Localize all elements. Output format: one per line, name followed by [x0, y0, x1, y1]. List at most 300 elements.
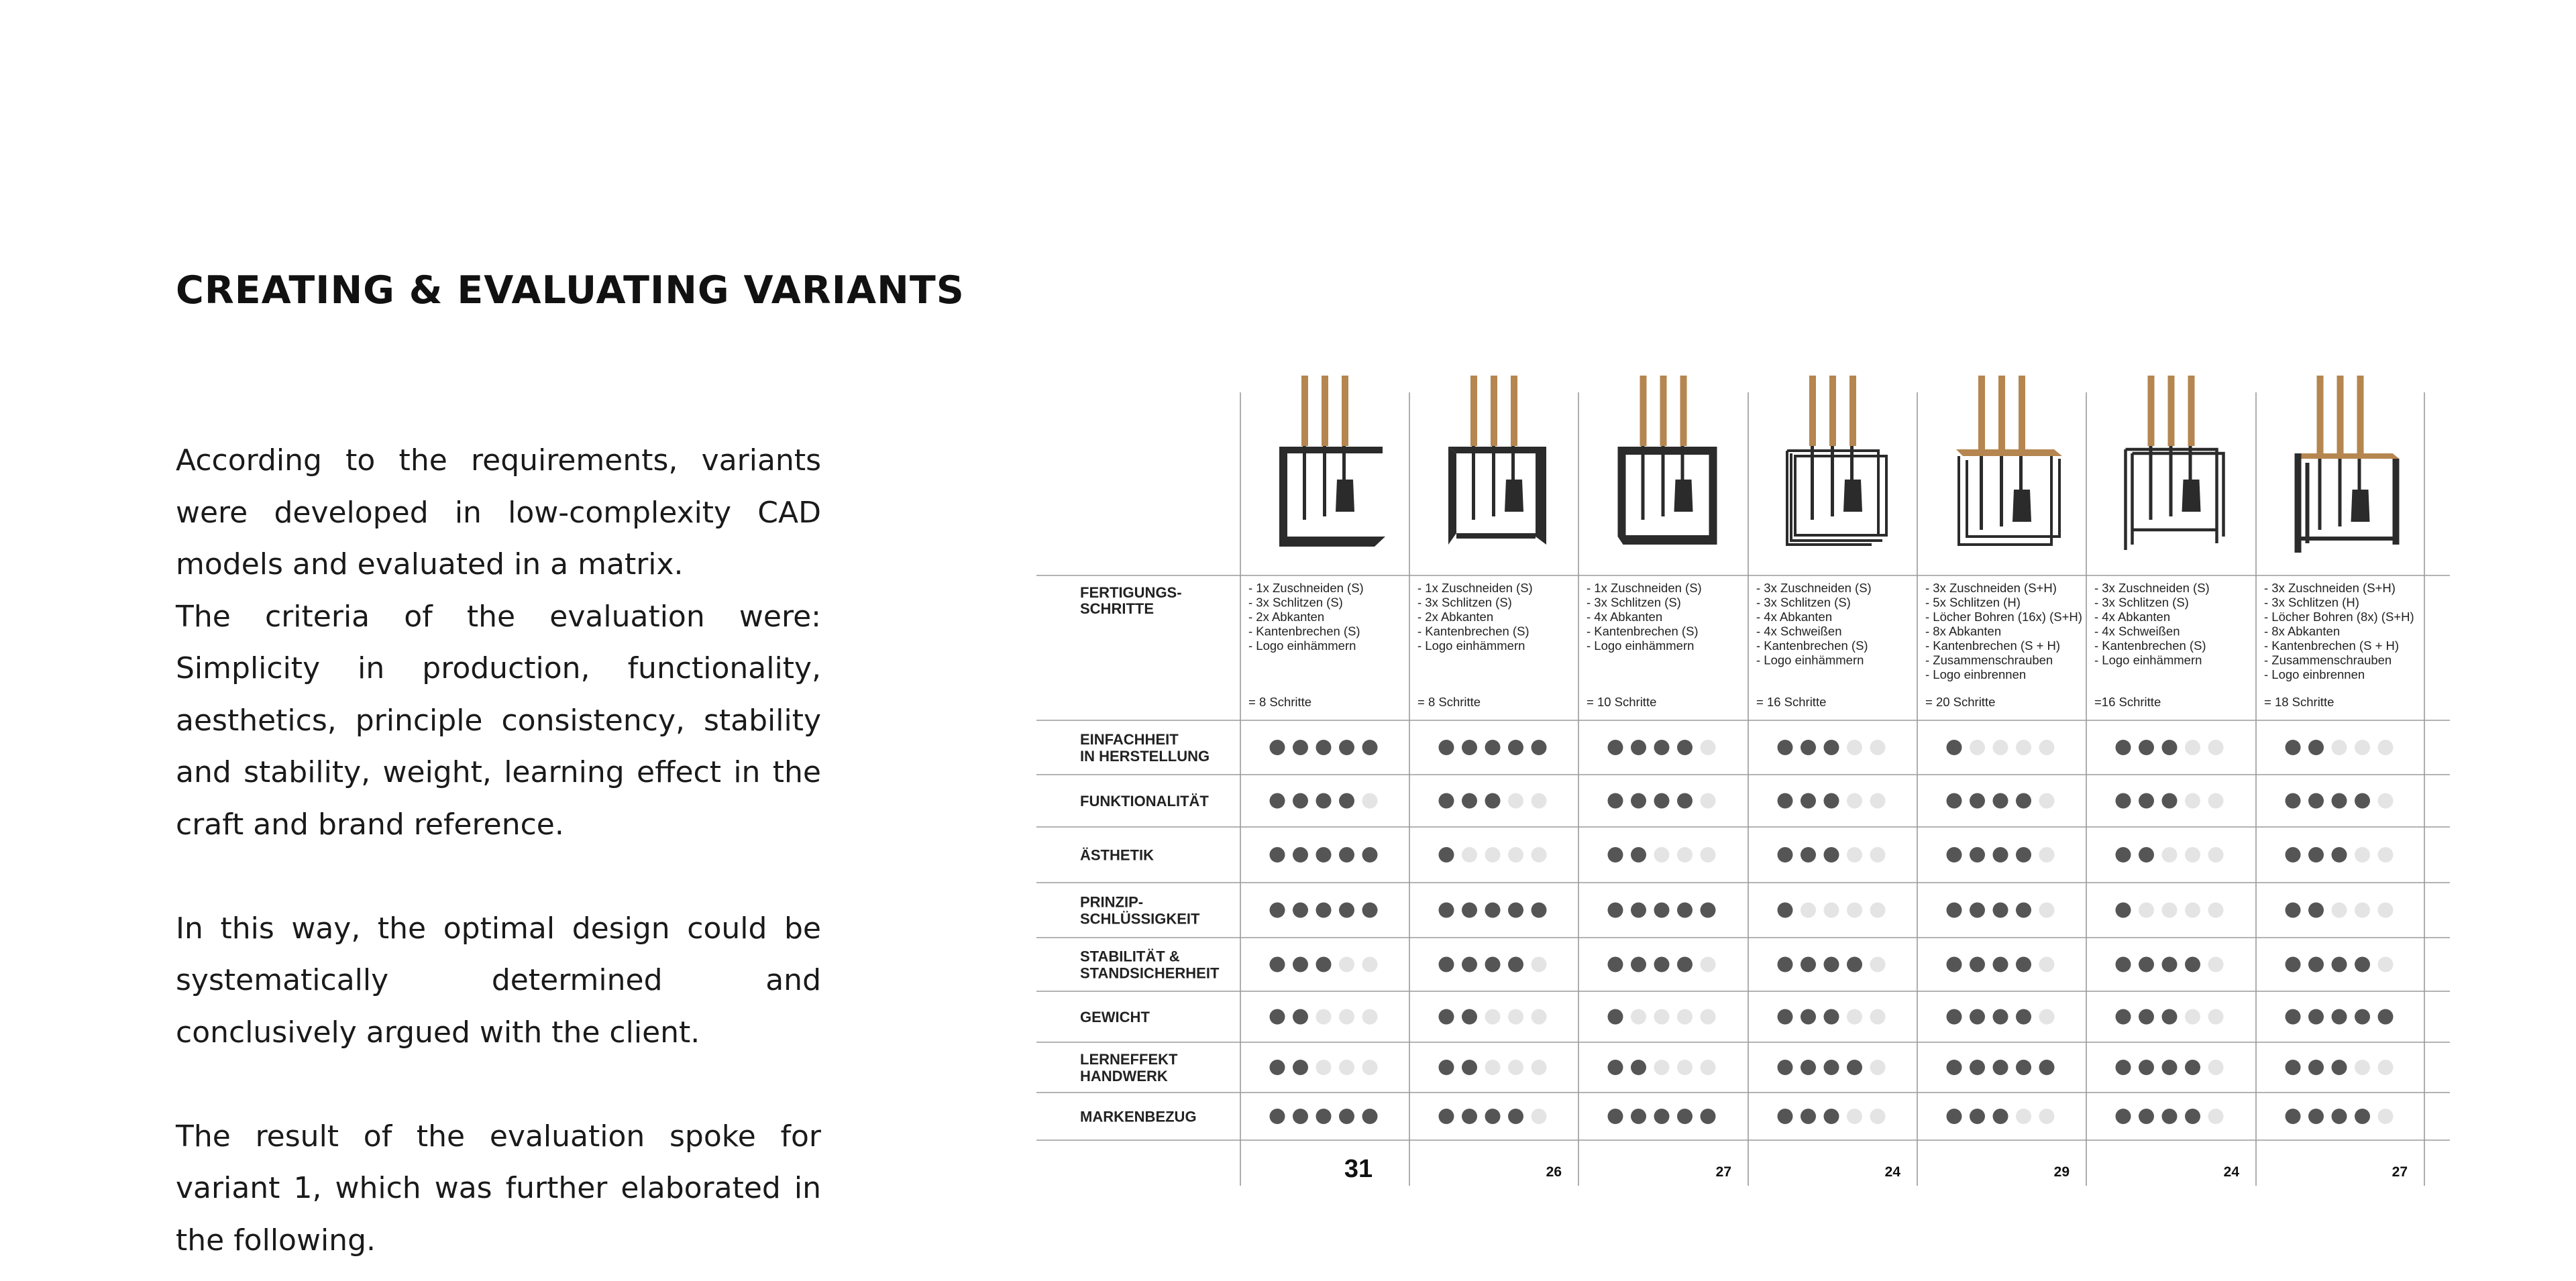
rating-dot-filled — [1778, 793, 1793, 809]
rating-dot-filled — [1947, 847, 1962, 862]
rating-dot-empty — [2185, 903, 2200, 918]
rating-dot-filled — [1439, 847, 1454, 862]
rating-dot-filled — [1778, 903, 1793, 918]
tool-shaft-icon — [2169, 446, 2173, 516]
rating-dot-filled — [2162, 793, 2178, 809]
rating-dot-filled — [1608, 1060, 1623, 1075]
wood-handle-icon — [2168, 376, 2175, 446]
production-step: - 3x Schlitzen (S) — [1756, 595, 1851, 610]
rating-dot-filled — [2016, 1009, 2031, 1025]
rating-dot-filled — [1462, 1060, 1477, 1075]
rating-dot-filled — [1970, 1009, 1985, 1025]
wood-handle-icon — [1342, 376, 1348, 446]
rating-dot-filled — [1608, 793, 1623, 809]
wood-handle-icon — [1660, 376, 1667, 446]
wood-handle-icon — [1470, 376, 1477, 446]
rating-dot-filled — [1847, 957, 1862, 972]
production-step: - Kantenbrechen (S) — [1248, 624, 1360, 638]
rating-dot-filled — [2162, 1109, 2178, 1124]
rating-dot-empty — [2039, 1009, 2055, 1025]
rating-dot-filled — [1970, 957, 1985, 972]
rating-dot-empty — [2208, 903, 2224, 918]
tool-shaft-icon — [1980, 456, 1983, 530]
rating-dot-filled — [1631, 1060, 1646, 1075]
rating-dot-empty — [1485, 1009, 1501, 1025]
rating-dot-filled — [1508, 957, 1523, 972]
steps-row-label: FERTIGUNGS- — [1080, 584, 1182, 601]
rating-dot-filled — [1654, 793, 1670, 809]
rating-dot-filled — [2355, 1009, 2370, 1025]
production-step: - Kantenbrechen (S) — [1587, 624, 1699, 638]
rating-dot-empty — [2039, 793, 2055, 809]
rating-dot-filled — [1701, 903, 1716, 918]
rating-dot-filled — [1824, 793, 1839, 809]
rating-dot-filled — [1824, 847, 1839, 862]
rating-dot-empty — [1701, 1009, 1716, 1025]
rating-dot-empty — [2208, 740, 2224, 755]
criterion-label: FUNKTIONALITÄT — [1080, 793, 1209, 810]
rating-dot-empty — [1847, 903, 1862, 918]
rating-dot-filled — [1462, 903, 1477, 918]
tool-shaft-icon — [1303, 446, 1306, 520]
rating-dot-filled — [1801, 1060, 1816, 1075]
rating-dot-filled — [2162, 1009, 2178, 1025]
rating-dot-empty — [1532, 957, 1547, 972]
rating-dot-filled — [2355, 957, 2370, 972]
criterion-label: ÄSTHETIK — [1080, 846, 1154, 864]
rating-dot-filled — [1270, 740, 1285, 755]
criterion-label: PRINZIP- — [1080, 893, 1144, 911]
rating-dot-filled — [1947, 957, 1962, 972]
steps-total: = 20 Schritte — [1925, 695, 1996, 709]
rating-dot-filled — [1532, 903, 1547, 918]
variant-illustration — [2126, 376, 2224, 550]
variant-illustration — [1956, 376, 2062, 545]
rating-dot-filled — [1508, 740, 1523, 755]
rating-dot-filled — [2308, 847, 2324, 862]
wood-top-icon — [2295, 453, 2400, 459]
rating-dot-filled — [2139, 1060, 2154, 1075]
rating-dot-filled — [2185, 1109, 2200, 1124]
production-step: - Löcher Bohren (8x) (S+H) — [2264, 610, 2414, 624]
wood-handle-icon — [1829, 376, 1836, 446]
tool-shaft-icon — [2318, 456, 2322, 530]
rating-dot-filled — [2139, 1109, 2154, 1124]
paragraph-method: In this way, the optimal design could be systematically determined and conclusively argued with the client. — [176, 911, 821, 1050]
rating-dot-filled — [1532, 740, 1547, 755]
rating-dot-empty — [2378, 957, 2394, 972]
rating-dot-filled — [1654, 1109, 1670, 1124]
rating-dot-filled — [1970, 793, 1985, 809]
rating-dot-filled — [1631, 957, 1646, 972]
rating-dot-filled — [2016, 1060, 2031, 1075]
rating-dot-filled — [2308, 793, 2324, 809]
stand-frame-icon — [1279, 447, 1385, 547]
variant-illustration — [1618, 376, 1717, 545]
rating-dot-filled — [1316, 847, 1332, 862]
rating-dot-empty — [1339, 1060, 1354, 1075]
total-score: 24 — [1884, 1164, 1900, 1180]
paragraph-intro: According to the requirements, variants were developed in low-complexity CAD models and evaluated in a matrix. — [176, 443, 821, 581]
total-score: 29 — [2053, 1164, 2070, 1180]
rating-dot-empty — [1847, 793, 1862, 809]
paragraph-result: The result of the evaluation spoke for variant 1, which was further elaborated in the following. — [176, 1119, 821, 1258]
production-step: - 3x Schlitzen (S) — [2094, 595, 2189, 610]
rating-dot-filled — [2286, 740, 2301, 755]
rating-dot-filled — [2308, 1009, 2324, 1025]
rating-dot-filled — [2116, 793, 2131, 809]
wood-handle-icon — [1322, 376, 1328, 446]
rating-dot-empty — [1362, 957, 1378, 972]
rating-dot-filled — [1339, 793, 1354, 809]
tool-shaft-icon — [1642, 446, 1645, 520]
rating-dot-empty — [2378, 793, 2394, 809]
rating-dot-filled — [1270, 1109, 1285, 1124]
rating-dot-filled — [2355, 1109, 2370, 1124]
rating-dot-filled — [2332, 1060, 2347, 1075]
rating-dot-filled — [1947, 1009, 1962, 1025]
shovel-icon — [2012, 490, 2031, 522]
variant-illustration — [1448, 376, 1546, 545]
rating-dot-filled — [2039, 1060, 2055, 1075]
production-step: - Löcher Bohren (16x) (S+H) — [1925, 610, 2082, 624]
rating-dot-filled — [1608, 740, 1623, 755]
rating-dot-filled — [1439, 1060, 1454, 1075]
criterion-label: STANDSICHERHEIT — [1080, 964, 1220, 982]
tool-shaft-icon — [1472, 446, 1475, 520]
rating-dot-filled — [1631, 1109, 1646, 1124]
rating-dot-empty — [1701, 1060, 1716, 1075]
rating-dot-filled — [1993, 1060, 2008, 1075]
rating-dot-filled — [1993, 1009, 2008, 1025]
rating-dot-empty — [2378, 1060, 2394, 1075]
wood-handle-icon — [1511, 376, 1517, 446]
rating-dot-filled — [1778, 957, 1793, 972]
rating-dot-empty — [1701, 793, 1716, 809]
production-step: - Logo einhämmern — [1587, 638, 1695, 653]
rating-dot-filled — [1293, 1009, 1308, 1025]
rating-dot-filled — [2286, 847, 2301, 862]
wood-handle-icon — [1680, 376, 1687, 446]
wood-handle-icon — [1491, 376, 1497, 446]
rating-dot-filled — [1439, 957, 1454, 972]
stand-base-icon — [2302, 537, 2393, 541]
wood-handle-icon — [2317, 376, 2324, 456]
rating-dot-empty — [1847, 740, 1862, 755]
production-step: - 5x Schlitzen (H) — [1925, 595, 2021, 610]
rating-dot-filled — [1947, 740, 1962, 755]
rating-dot-filled — [1608, 903, 1623, 918]
rating-dot-filled — [2355, 793, 2370, 809]
rating-dot-filled — [1947, 903, 1962, 918]
rating-dot-empty — [1339, 957, 1354, 972]
rating-dot-filled — [1947, 1060, 1962, 1075]
rating-dot-filled — [1654, 740, 1670, 755]
rating-dot-empty — [1316, 1009, 1332, 1025]
shovel-icon — [1336, 480, 1354, 512]
rating-dot-filled — [1339, 1109, 1354, 1124]
rating-dot-filled — [1993, 847, 2008, 862]
rating-dot-filled — [1293, 740, 1308, 755]
shovel-icon — [1843, 480, 1862, 512]
wood-handle-icon — [1640, 376, 1647, 446]
rating-dot-empty — [1654, 1009, 1670, 1025]
rating-dot-filled — [2116, 903, 2131, 918]
rating-dot-filled — [2185, 1060, 2200, 1075]
rating-dot-empty — [2162, 903, 2178, 918]
steps-total: = 8 Schritte — [1417, 695, 1481, 709]
variant-column — [1417, 376, 1562, 1180]
shovel-icon — [1505, 480, 1523, 512]
paragraph-criteria: The criteria of the evaluation were: Simplicity in production, functionality, aesthetics, principle consistency, stability and stability, weight, learning effect in the craft and brand reference. — [176, 599, 821, 842]
rating-dot-empty — [2039, 740, 2055, 755]
rating-dot-filled — [1270, 957, 1285, 972]
rating-dot-filled — [1970, 1060, 1985, 1075]
production-step: - Zusammenschrauben — [1925, 653, 2053, 667]
rating-dot-filled — [2286, 1009, 2301, 1025]
rating-dot-filled — [1847, 1060, 1862, 1075]
rating-dot-empty — [1508, 793, 1523, 809]
rating-dot-filled — [2286, 793, 2301, 809]
production-step: - Logo einbrennen — [2264, 667, 2365, 681]
rating-dot-empty — [1508, 1060, 1523, 1075]
rating-dot-filled — [1293, 1060, 1308, 1075]
wood-handle-icon — [1849, 376, 1856, 446]
rating-dot-empty — [2208, 1109, 2224, 1124]
stand-leg-icon — [2295, 453, 2302, 553]
rating-dot-empty — [2332, 740, 2347, 755]
rating-dot-filled — [1462, 957, 1477, 972]
wood-handle-icon — [2357, 376, 2364, 456]
rating-dot-empty — [1870, 1060, 1886, 1075]
rating-dot-empty — [1677, 1009, 1693, 1025]
rating-dot-filled — [1462, 1009, 1477, 1025]
production-step: - 8x Abkanten — [2264, 624, 2341, 638]
rating-dot-empty — [2208, 1060, 2224, 1075]
rating-dot-filled — [1439, 903, 1454, 918]
rating-dot-filled — [1439, 740, 1454, 755]
rating-dot-empty — [1847, 1109, 1862, 1124]
rating-dot-empty — [2378, 903, 2394, 918]
tool-shaft-icon — [2358, 456, 2361, 490]
tool-shaft-icon — [2149, 446, 2153, 520]
rating-dot-empty — [1362, 1009, 1378, 1025]
rating-dot-filled — [1485, 740, 1501, 755]
production-step: - 3x Schlitzen (S) — [1587, 595, 1681, 610]
rating-dot-filled — [1778, 740, 1793, 755]
rating-dot-empty — [1631, 1009, 1646, 1025]
rating-dot-empty — [1654, 847, 1670, 862]
stand-leg-icon — [2393, 459, 2400, 545]
wood-handle-icon — [2188, 376, 2195, 446]
rating-dot-filled — [1485, 793, 1501, 809]
rating-dot-filled — [2162, 957, 2178, 972]
rating-dot-filled — [1293, 957, 1308, 972]
rating-dot-empty — [1870, 957, 1886, 972]
rating-dot-filled — [1508, 903, 1523, 918]
rating-dot-filled — [1654, 957, 1670, 972]
stand-wire-icon — [1787, 451, 1886, 545]
shovel-icon — [2351, 490, 2370, 522]
rating-dot-filled — [1654, 903, 1670, 918]
rating-dot-filled — [1993, 793, 2008, 809]
rating-dot-filled — [1339, 740, 1354, 755]
variant-illustration — [1787, 376, 1886, 545]
rating-dot-filled — [1316, 903, 1332, 918]
rating-dot-empty — [2185, 793, 2200, 809]
rating-dot-filled — [1362, 740, 1378, 755]
rating-dot-empty — [1824, 903, 1839, 918]
rating-dot-empty — [1870, 740, 1886, 755]
rating-dot-filled — [1778, 1060, 1793, 1075]
rating-dot-filled — [1631, 793, 1646, 809]
rating-dot-filled — [1293, 847, 1308, 862]
rating-dot-empty — [1870, 903, 1886, 918]
production-step: - 3x Zuschneiden (S+H) — [2264, 581, 2396, 595]
wood-handle-icon — [2337, 376, 2344, 456]
tool-shaft-icon — [2019, 456, 2023, 490]
stand-wire-icon — [2126, 449, 2224, 550]
rating-dot-filled — [1339, 847, 1354, 862]
rating-dot-empty — [2039, 1109, 2055, 1124]
rating-dot-filled — [1462, 793, 1477, 809]
production-step: - Kantenbrechen (S + H) — [1925, 638, 2061, 653]
rating-dot-filled — [2332, 1009, 2347, 1025]
rating-dot-filled — [2116, 847, 2131, 862]
production-step: - 3x Zuschneiden (S) — [1756, 581, 1872, 595]
rating-dot-filled — [1824, 957, 1839, 972]
rating-dot-empty — [2355, 1060, 2370, 1075]
rating-dot-filled — [2139, 957, 2154, 972]
production-step: - 4x Schweißen — [1756, 624, 1842, 638]
tool-shaft-icon — [1492, 446, 1495, 516]
rating-dot-filled — [2308, 903, 2324, 918]
rating-dot-filled — [2308, 957, 2324, 972]
rating-dot-filled — [2116, 957, 2131, 972]
rating-dot-filled — [1316, 740, 1332, 755]
wood-handle-icon — [2148, 376, 2155, 446]
wood-handle-icon — [1978, 376, 1985, 456]
rating-dot-filled — [1801, 793, 1816, 809]
production-step: - 1x Zuschneiden (S) — [1248, 581, 1364, 595]
rating-dot-filled — [1608, 1009, 1623, 1025]
rating-dot-empty — [1362, 793, 1378, 809]
rating-dot-filled — [1677, 793, 1693, 809]
rating-dot-empty — [1316, 1060, 1332, 1075]
rating-dot-filled — [1362, 903, 1378, 918]
production-step: - 3x Schlitzen (H) — [2264, 595, 2359, 610]
rating-dot-filled — [1778, 1009, 1793, 1025]
rating-dot-empty — [2039, 957, 2055, 972]
rating-dot-filled — [2286, 1109, 2301, 1124]
total-score: 27 — [1715, 1164, 1731, 1180]
rating-dot-filled — [2116, 1060, 2131, 1075]
rating-dot-filled — [1362, 1109, 1378, 1124]
total-score: 24 — [2223, 1164, 2239, 1180]
steps-total: = 10 Schritte — [1587, 695, 1657, 709]
matrix-grid — [1036, 392, 2450, 1186]
rating-dot-empty — [2039, 847, 2055, 862]
rating-dot-empty — [1847, 1009, 1862, 1025]
rating-dot-filled — [2286, 957, 2301, 972]
rating-dot-filled — [1824, 1109, 1839, 1124]
rating-dot-filled — [2378, 1009, 2394, 1025]
rating-dot-filled — [2016, 903, 2031, 918]
rating-dot-filled — [1677, 903, 1693, 918]
rating-dot-empty — [1801, 903, 1816, 918]
tool-shaft-icon — [2339, 456, 2342, 526]
rating-dot-empty — [1485, 847, 1501, 862]
production-step: - Kantenbrechen (S + H) — [2264, 638, 2400, 653]
rating-dot-empty — [1339, 1009, 1354, 1025]
rating-dot-empty — [2208, 793, 2224, 809]
rating-dot-empty — [2355, 847, 2370, 862]
rating-dot-filled — [1631, 740, 1646, 755]
variant-illustration — [1279, 376, 1385, 547]
rating-dot-empty — [2378, 740, 2394, 755]
rating-dot-empty — [1701, 847, 1716, 862]
production-step: - Kantenbrechen (S) — [1756, 638, 1868, 653]
rating-dot-filled — [1339, 903, 1354, 918]
rating-dot-filled — [2139, 847, 2154, 862]
rating-dot-filled — [1293, 793, 1308, 809]
rating-dot-empty — [1532, 1009, 1547, 1025]
total-score: 26 — [1546, 1164, 1562, 1180]
production-step: - Logo einhämmern — [2094, 653, 2202, 667]
criterion-label: EINFACHHEIT — [1080, 731, 1179, 748]
rating-dot-filled — [2116, 740, 2131, 755]
production-step: - 1x Zuschneiden (S) — [1417, 581, 1533, 595]
rating-dot-filled — [2116, 1009, 2131, 1025]
production-step: - Logo einhämmern — [1756, 653, 1864, 667]
rating-dot-filled — [2185, 957, 2200, 972]
rating-dot-filled — [1801, 1109, 1816, 1124]
rating-dot-empty — [1508, 847, 1523, 862]
rating-dot-filled — [1677, 1109, 1693, 1124]
rating-dot-filled — [1824, 1060, 1839, 1075]
rating-dot-empty — [1870, 847, 1886, 862]
steps-row-label: SCHRITTE — [1080, 600, 1154, 617]
rating-dot-empty — [2208, 957, 2224, 972]
rating-dot-empty — [1870, 1009, 1886, 1025]
wood-handle-icon — [2019, 376, 2025, 456]
rating-dot-empty — [2016, 740, 2031, 755]
rating-dot-filled — [1508, 1109, 1523, 1124]
variant-column — [2264, 376, 2414, 1180]
rating-dot-filled — [1270, 903, 1285, 918]
rating-dot-filled — [1270, 847, 1285, 862]
production-step: - 4x Abkanten — [2094, 610, 2171, 624]
production-step: - 3x Schlitzen (S) — [1417, 595, 1512, 610]
stand-wire-icon — [1959, 456, 2059, 545]
rating-dot-filled — [1993, 1109, 2008, 1124]
shovel-icon — [2182, 480, 2201, 512]
steps-total: = 8 Schritte — [1248, 695, 1312, 709]
wood-handle-icon — [1809, 376, 1816, 446]
rating-dot-empty — [2208, 1009, 2224, 1025]
rating-dot-filled — [1293, 903, 1308, 918]
rating-dot-filled — [1970, 903, 1985, 918]
steps-total: = 18 Schritte — [2264, 695, 2334, 709]
rating-dot-empty — [1532, 793, 1547, 809]
rating-dot-empty — [1508, 1009, 1523, 1025]
production-step: - Logo einhämmern — [1248, 638, 1356, 653]
stand-side-icon — [1279, 447, 1287, 547]
stand-frame-icon — [1618, 447, 1717, 545]
rating-dot-empty — [2139, 903, 2154, 918]
stand-base-icon — [1456, 533, 1536, 539]
production-step: - 1x Zuschneiden (S) — [1587, 581, 1702, 595]
